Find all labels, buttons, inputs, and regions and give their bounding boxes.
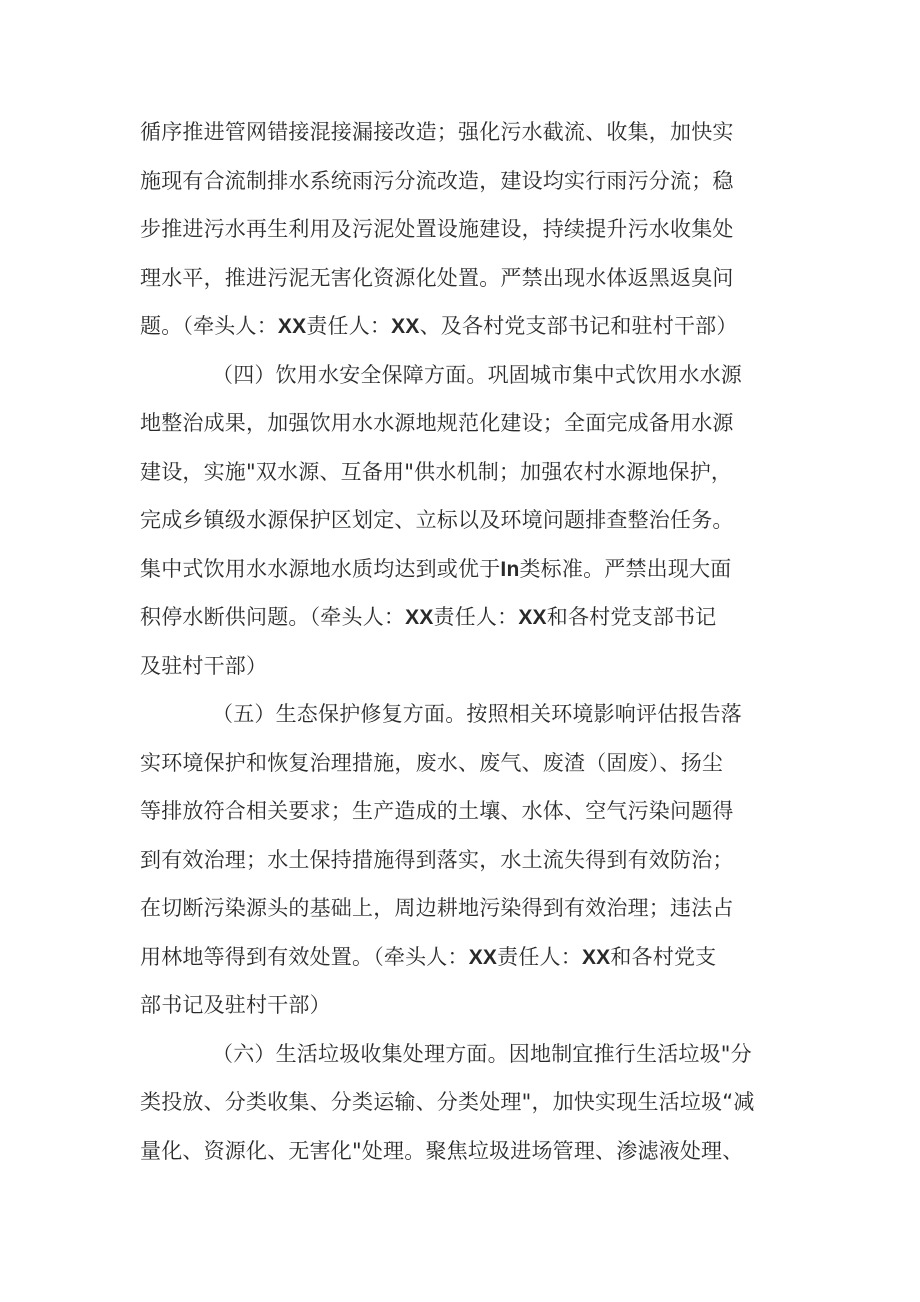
section-heading-line: （五）生态保护修复方面。按照相关环境影响评估报告落 xyxy=(212,702,742,726)
text-line: 积停水断供问题。（牵头人：XX责任人：XX和各村党支部书记 xyxy=(140,605,717,629)
text-line: 地整治成果，加强饮用水水源地规范化建设；全面完成备用水源 xyxy=(140,411,734,435)
text-line: 量化、资源化、无害化"处理。聚焦垃圾进场管理、渗滤液处理、 xyxy=(140,1138,744,1163)
text-line: 施现有合流制排水系统雨污分流改造，建设均实行雨污分流；稳 xyxy=(140,168,734,193)
text-line: 部书记及驻村干部） xyxy=(140,993,331,1017)
text-line: 理水平，推进污泥无害化资源化处置。严禁出现水体返黑返臭问 xyxy=(140,265,734,290)
text-line: 类投放、分类收集、分类运输、分类处理"，加快实现生活垃圾“减 xyxy=(140,1090,755,1114)
text-line: 集中式饮用水水源地水质均达到或优于In类标准。严禁出现大面 xyxy=(140,556,732,581)
text-line: 完成乡镇级水源保护区划定、立标以及环境问题排查整治任务。 xyxy=(140,508,734,532)
text-line: 及驻村干部） xyxy=(140,653,268,678)
text-line: 实环境保护和恢复治理措施，废水、废气、废渣（固废）、扬尘 xyxy=(140,750,724,775)
text-line: 步推进污水再生利用及污泥处置设施建设，持续提升污水收集处 xyxy=(140,217,734,241)
text-line: 循序推进管网错接混接漏接改造；强化污水截流、收集，加快实 xyxy=(140,120,734,144)
text-line: 建设，实施"双水源、互备用"供水机制；加强农村水源地保护， xyxy=(140,459,733,484)
section-heading-line: （四）饮用水安全保障方面。巩固城市集中式饮用水水源 xyxy=(212,362,742,387)
text-line: 等排放符合相关要求；生产造成的土壤、水体、空气污染问题得 xyxy=(140,799,734,823)
section-heading-line: （六）生活垃圾收集处理方面。因地制宜推行生活垃圾"分 xyxy=(212,1041,752,1066)
text-line: 在切断污染源头的基础上，周边耕地污染得到有效治理；违法占 xyxy=(140,896,734,920)
text-line: 题。（牵头人：XX责任人：XX、及各村党支部书记和驻村干部） xyxy=(140,314,738,338)
body-text xyxy=(140,108,800,1175)
text-line: 到有效治理；水土保持措施得到落实，水土流失得到有效防治； xyxy=(140,847,734,872)
text-line: 用林地等得到有效处置。（牵头人：XX责任人：XX和各村党支 xyxy=(140,944,717,969)
